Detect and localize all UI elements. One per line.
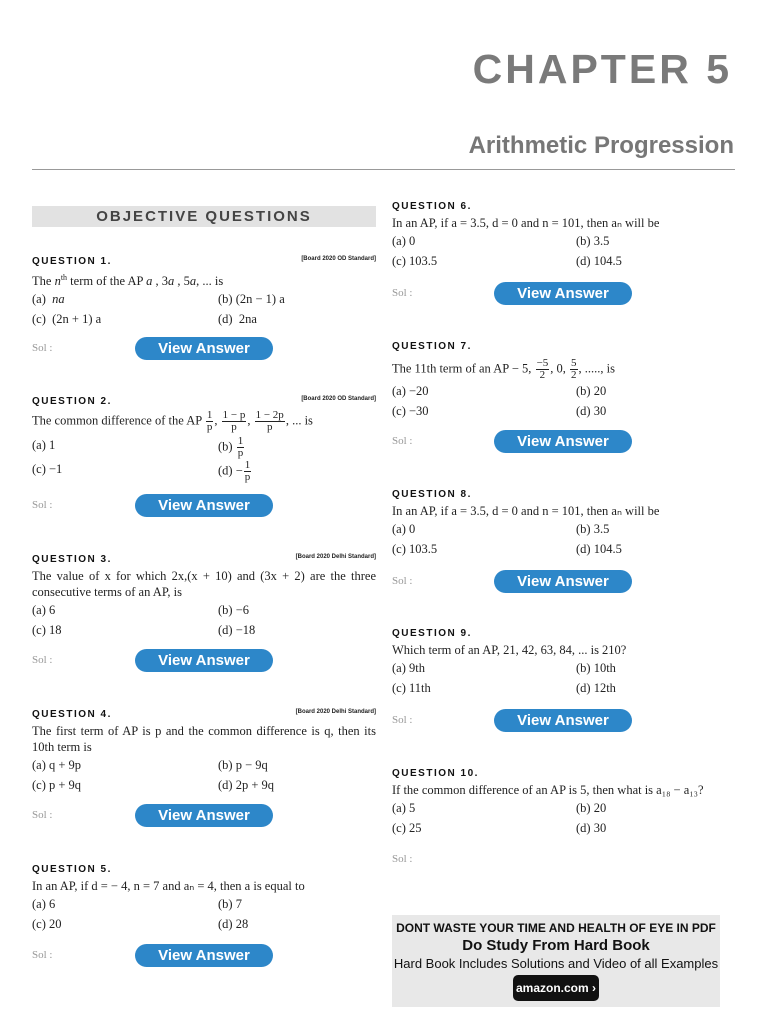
question-text: Which term of an AP, 21, 42, 63, 84, ... is 210? (392, 643, 627, 657)
amazon-badge[interactable]: amazon.com › (513, 975, 599, 1001)
sol-label: Sol : (32, 654, 53, 666)
option-c: (c) (2n + 1) a (32, 312, 102, 327)
options (392, 661, 735, 701)
question-heading: QUESTION 2. (32, 396, 112, 407)
view-answer-button[interactable]: View Answer (494, 570, 632, 593)
question-heading: QUESTION 3. (32, 554, 112, 565)
option-a: (a) 0 (392, 522, 416, 536)
sol-label: Sol : (32, 342, 53, 354)
option-b: (b) $\frac{1}{p}$ (218, 435, 244, 459)
options (32, 292, 376, 332)
sol-label: Sol : (392, 287, 413, 299)
question-8 (392, 489, 735, 562)
view-answer-button[interactable]: View Answer (135, 337, 273, 360)
sol-label: Sol : (32, 809, 53, 821)
option-c: (c) 11th (392, 681, 431, 695)
question-source: [Board 2020 Delhi Standard] (295, 709, 376, 715)
question-1 (32, 256, 376, 332)
ad-line-3: Hard Book Includes Solutions and Video of all Examples (393, 956, 719, 971)
option-c: (c) 103.5 (392, 254, 438, 268)
question-10 (392, 768, 735, 841)
question-5 (32, 864, 376, 937)
question-7 (392, 341, 735, 424)
option-c: (c) 25 (392, 821, 422, 835)
option-d: (d) 2na (218, 312, 257, 327)
question-text: In an AP, if d = − 4, n = 7 and aₙ = 4, then a is equal to (32, 879, 305, 893)
question-text: If the common difference of an AP is 5, then what is a₁₈ − a₁₃? (392, 783, 704, 797)
view-answer-button[interactable]: View Answer (494, 430, 632, 453)
option-b: (b) 20 (576, 801, 607, 815)
chapter-title: CHAPTER 5 (472, 46, 732, 92)
question-text: The common difference of the AP $\frac{1}{p}$ , $\frac{1 - p}{p}$ , $\frac{1 - 2p}{p}$ , ... is (32, 409, 313, 433)
options (32, 758, 376, 798)
objective-heading: OBJECTIVE QUESTIONS (32, 206, 376, 227)
question-source: [Board 2020 OD Standard] (301, 256, 376, 262)
options (32, 435, 376, 483)
question-text: In an AP, if a = 3.5, d = 0 and n = 101, then aₙ will be (392, 504, 660, 518)
question-text: In an AP, if a = 3.5, d = 0 and n = 101, then aₙ will be (392, 216, 660, 230)
question-text: The first term of AP is p and the common difference is q, then its 10th term is (32, 724, 376, 754)
sol-label: Sol : (32, 949, 53, 961)
question-text: The value of x for which 2x,(x + 10) and (3x + 2) are the three consecutive terms of an AP, is (32, 569, 376, 599)
option-a: (a) 0 (392, 234, 416, 248)
question-heading: QUESTION 10. (392, 768, 479, 779)
option-a: (a) 6 (32, 603, 56, 617)
option-b: (b) 10th (576, 661, 616, 675)
option-a: (a) 5 (392, 801, 416, 815)
options (392, 384, 735, 424)
option-b: (b) 7 (218, 897, 242, 911)
question-heading: QUESTION 9. (392, 628, 472, 639)
view-answer-button[interactable]: View Answer (494, 709, 632, 732)
options (32, 603, 376, 643)
options (392, 234, 735, 274)
question-heading: QUESTION 4. (32, 709, 112, 720)
option-d: (d) −18 (218, 623, 256, 637)
sol-label: Sol : (392, 575, 413, 587)
question-source: [Board 2020 OD Standard] (301, 396, 376, 402)
view-answer-button[interactable]: View Answer (494, 282, 632, 305)
question-text: The 11th term of an AP − 5, $\frac{-5}{2}$ , 0, $\frac{5}{2}$ , ....., is (392, 357, 615, 381)
option-b: (b) p − 9q (218, 758, 268, 772)
option-d: (d) 30 (576, 404, 607, 418)
option-d: (d) 12th (576, 681, 616, 695)
options (392, 801, 735, 841)
question-2 (32, 396, 376, 483)
option-c: (c) 20 (32, 917, 62, 931)
subject-title: Arithmetic Progression (468, 132, 734, 159)
question-source: [Board 2020 Delhi Standard] (295, 554, 376, 560)
hardbook-ad[interactable] (392, 915, 720, 1007)
question-9 (392, 628, 735, 701)
ad-line-1: DONT WASTE YOUR TIME AND HEALTH OF EYE IN PDF (396, 921, 716, 935)
sol-label: Sol : (392, 435, 413, 447)
option-a: (a) 6 (32, 897, 56, 911)
option-b: (b) −6 (218, 603, 249, 617)
option-d: (d) 2p + 9q (218, 778, 274, 792)
options (392, 522, 735, 562)
question-4 (32, 709, 376, 798)
question-heading: QUESTION 1. (32, 256, 112, 267)
option-d: (d) 30 (576, 821, 607, 835)
option-a: (a) −20 (392, 384, 429, 398)
option-b: (b) (2n − 1) a (218, 292, 285, 307)
ad-line-2: Do Study From Hard Book (462, 937, 650, 954)
option-c: (c) p + 9q (32, 778, 82, 792)
header-rule (32, 169, 735, 170)
option-c: (c) −30 (392, 404, 429, 418)
option-d: (d) − $\frac{1}{p}$ (218, 459, 251, 483)
question-3 (32, 554, 376, 643)
question-heading: QUESTION 7. (392, 341, 472, 352)
sol-label: Sol : (392, 853, 413, 865)
option-a: (a) 1 (32, 438, 56, 452)
view-answer-button[interactable]: View Answer (135, 944, 273, 967)
option-b: (b) 20 (576, 384, 607, 398)
option-d: (d) 104.5 (576, 254, 622, 268)
question-heading: QUESTION 8. (392, 489, 472, 500)
option-a: (a) 9th (392, 661, 425, 675)
view-answer-button[interactable]: View Answer (135, 494, 273, 517)
options (32, 897, 376, 937)
question-heading: QUESTION 5. (32, 864, 112, 875)
option-c: (c) 18 (32, 623, 62, 637)
option-a: (a) na (32, 292, 65, 307)
question-6 (392, 201, 735, 274)
view-answer-button[interactable]: View Answer (135, 649, 273, 672)
option-d: (d) 28 (218, 917, 249, 931)
option-c: (c) 103.5 (392, 542, 438, 556)
option-d: (d) 104.5 (576, 542, 622, 556)
view-answer-button[interactable]: View Answer (135, 804, 273, 827)
option-a: (a) q + 9p (32, 758, 82, 772)
sol-label: Sol : (392, 714, 413, 726)
option-b: (b) 3.5 (576, 522, 610, 536)
sol-label: Sol : (32, 499, 53, 511)
question-text: The $n^{th}$ term of the AP a , 3a , 5a, ... is (32, 273, 224, 289)
option-b: (b) 3.5 (576, 234, 610, 248)
question-heading: QUESTION 6. (392, 201, 472, 212)
option-c: (c) −1 (32, 462, 63, 476)
